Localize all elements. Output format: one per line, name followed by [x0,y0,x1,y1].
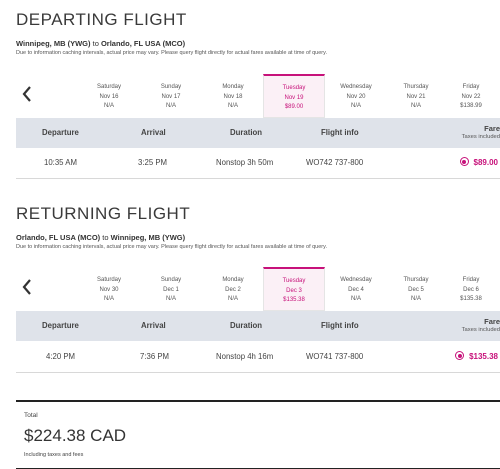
date-price: N/A [410,103,421,109]
total-amount: $224.38 CAD [24,426,127,445]
flight-duration: Nonstop 4h 16m [216,352,274,361]
header-fare-label: Fare [484,317,500,326]
chevron-left-icon[interactable] [20,84,34,104]
date-price: N/A [350,103,361,109]
date-option[interactable] [440,267,500,311]
returning-to: to [102,233,109,242]
returning-fare-option[interactable] [455,342,498,372]
date-day: Friday [462,84,480,90]
header-flight-info: Flight info [321,321,359,330]
total-panel [16,400,500,469]
flight-departure-time: 4:20 PM [46,352,76,361]
returning-destination: Winnipeg, MB (YWG) [110,233,186,242]
flight-departure-time: 10:35 AM [44,158,77,167]
radio-selected-icon[interactable] [460,157,469,166]
date-option-selected[interactable] [263,267,325,311]
date-option[interactable] [385,267,447,311]
header-fare-label: Fare [484,124,500,133]
date-date: Nov 20 [346,93,366,100]
fare-amount: $135.38 [469,352,498,361]
header-flight-info: Flight info [321,128,359,137]
fare-amount: $89.00 [473,158,498,167]
date-price: N/A [227,296,238,302]
date-option[interactable] [325,267,387,311]
date-option[interactable] [385,74,447,118]
header-duration: Duration [230,128,263,137]
returning-date-selector [0,267,500,311]
date-day: Saturday [96,84,121,90]
date-date: Nov 22 [461,93,481,100]
header-duration: Duration [230,321,263,330]
header-arrival: Arrival [141,321,166,330]
date-price: N/A [165,103,176,109]
header-fare-sub: Taxes included [461,134,500,140]
date-day: Monday [222,84,244,90]
date-price: $89.00 [284,104,304,110]
date-price: $135.38 [283,297,305,303]
date-option[interactable] [325,74,387,118]
date-day: Monday [222,277,244,283]
date-date: Nov 16 [99,93,119,100]
returning-origin: Orlando, FL USA (MCO) [16,233,101,242]
departing-note: Due to information caching intervals, actual price may vary. Please query flight directly for actual fares available at time of query. [16,50,327,56]
date-price: N/A [350,296,361,302]
date-day: Tuesday [282,85,306,91]
date-day: Sunday [160,84,182,90]
date-price: N/A [165,296,176,302]
date-date: Nov 19 [284,94,304,101]
date-date: Nov 21 [406,93,426,100]
date-day: Wednesday [340,84,372,90]
date-date: Dec 6 [463,286,479,293]
date-date: Dec 5 [408,286,424,293]
date-day: Sunday [160,277,182,283]
header-departure: Departure [42,321,79,330]
date-option[interactable] [202,74,264,118]
header-departure: Departure [42,128,79,137]
radio-selected-icon[interactable] [455,351,464,360]
date-option[interactable] [140,74,202,118]
total-label: Total [24,412,38,419]
date-day: Thursday [403,277,429,283]
header-fare-sub: Taxes included [461,327,500,333]
flight-info: WO741 737-800 [306,352,364,361]
date-day: Friday [462,277,480,283]
returning-title: RETURNING FLIGHT [16,204,191,223]
flight-duration: Nonstop 3h 50m [216,158,274,167]
flight-arrival-time: 3:25 PM [138,158,168,167]
header-fare [462,124,500,142]
date-date: Dec 1 [163,286,179,293]
departing-table-header [16,118,500,148]
date-option[interactable] [140,267,202,311]
date-price: N/A [410,296,421,302]
departing-flight-row[interactable] [16,148,500,179]
departing-fare-option[interactable] [460,148,498,178]
returning-note: Due to information caching intervals, actual price may vary. Please query flight directly for actual fares available at time of query. [16,244,327,250]
date-date: Nov 17 [161,93,181,100]
date-option[interactable] [78,267,140,311]
departing-route [16,39,185,48]
returning-route [16,233,185,242]
date-day: Thursday [403,84,429,90]
departing-origin: Winnipeg, MB (YWG) [16,39,91,48]
date-date: Dec 3 [286,287,302,294]
date-price: N/A [103,103,114,109]
chevron-left-icon[interactable] [20,277,34,297]
header-arrival: Arrival [141,128,166,137]
header-fare [462,317,500,335]
flight-arrival-time: 7:36 PM [140,352,170,361]
departing-destination: Orlando, FL USA (MCO) [100,39,186,48]
date-day: Tuesday [282,278,306,284]
departing-title: DEPARTING FLIGHT [16,10,187,29]
date-day: Wednesday [340,277,372,283]
returning-table-header [16,311,500,341]
date-price: $135.38 [460,296,482,302]
date-option-selected[interactable] [263,74,325,118]
date-price: $138.99 [460,103,482,109]
returning-flight-row[interactable] [16,342,500,373]
date-date: Dec 4 [348,286,364,293]
flight-info: WO742 737-800 [306,158,364,167]
date-option[interactable] [78,74,140,118]
date-option[interactable] [440,74,500,118]
departing-to: to [92,39,99,48]
departing-date-selector [0,74,500,118]
date-price: N/A [103,296,114,302]
date-date: Dec 2 [225,286,241,293]
date-date: Nov 30 [99,286,119,293]
date-price: N/A [227,103,238,109]
date-date: Nov 18 [223,93,243,100]
date-option[interactable] [202,267,264,311]
total-note: Including taxes and fees [24,452,84,458]
date-day: Saturday [96,277,121,283]
